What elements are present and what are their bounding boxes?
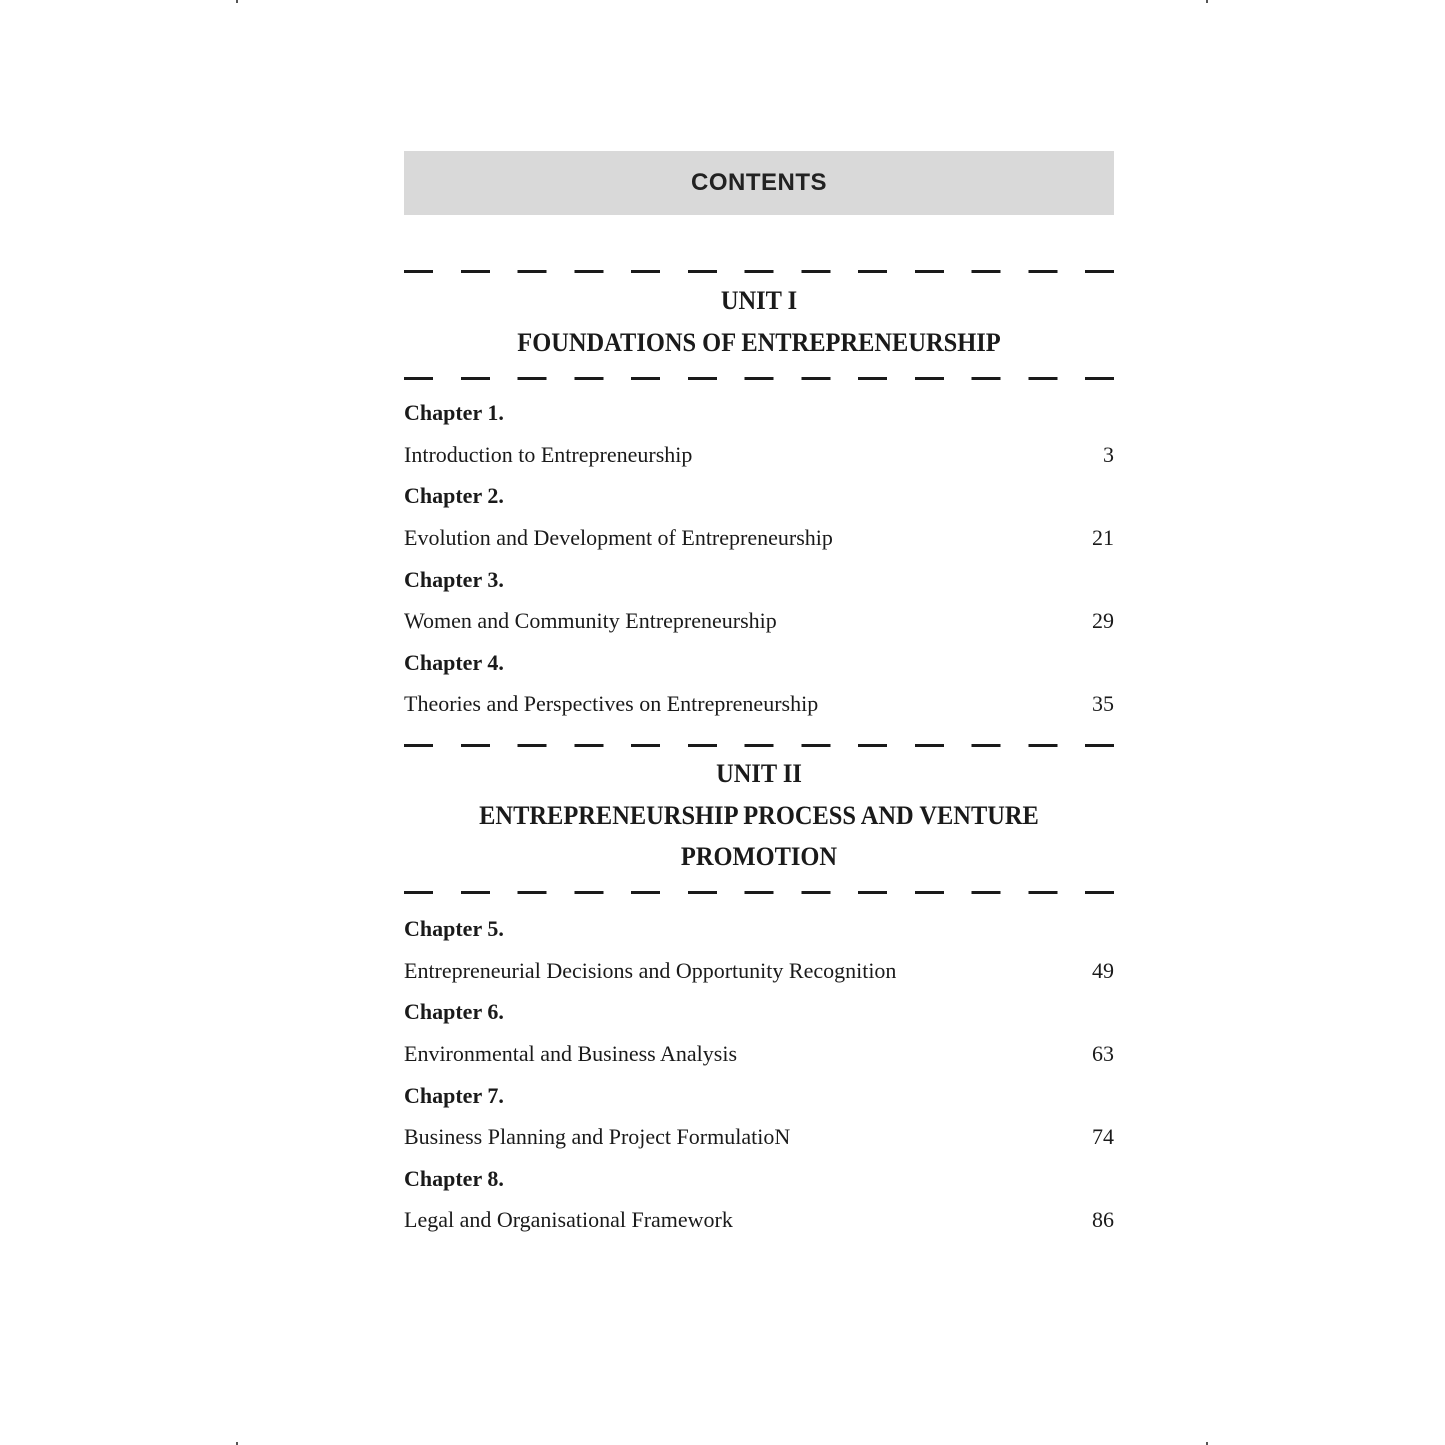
- chapter-label: Chapter 6.: [404, 999, 504, 1024]
- chapter-title: Women and Community Entrepreneurship: [404, 608, 777, 633]
- toc-entry[interactable]: [404, 608, 1114, 634]
- dashed-divider: [404, 270, 1114, 273]
- contents-header: [404, 151, 1114, 215]
- toc-entry[interactable]: [404, 1207, 1114, 1233]
- unit-title: ENTREPRENEURSHIP PROCESS AND VENTURE: [479, 801, 1039, 830]
- dashed-divider: [404, 891, 1114, 894]
- page-title: CONTENTS: [691, 169, 827, 196]
- toc-entry[interactable]: [404, 525, 1114, 551]
- crop-mark-top-right: [1206, 0, 1208, 3]
- chapter-label: Chapter 3.: [404, 567, 504, 592]
- unit-title: FOUNDATIONS OF ENTREPRENEURSHIP: [517, 328, 1001, 357]
- page-number: 29: [1092, 608, 1114, 633]
- dashed-divider: [404, 744, 1114, 747]
- unit-title-continued: PROMOTION: [680, 842, 838, 871]
- unit-label: UNIT II: [716, 759, 802, 788]
- page-number: 3: [1103, 442, 1114, 467]
- unit-label: UNIT I: [720, 286, 798, 315]
- page-number: 63: [1092, 1041, 1114, 1066]
- chapter-title: Environmental and Business Analysis: [404, 1041, 738, 1066]
- toc-entry[interactable]: [404, 442, 1114, 468]
- page-number: 35: [1092, 691, 1114, 716]
- chapter-label: Chapter 2.: [404, 483, 504, 508]
- chapter-title: Introduction to Entrepreneurship: [404, 442, 693, 467]
- crop-mark-top-left: [236, 0, 238, 3]
- chapter-label: Chapter 8.: [404, 1166, 504, 1191]
- page-number: 49: [1092, 958, 1114, 983]
- chapter-label: Chapter 7.: [404, 1083, 504, 1108]
- chapter-title: Business Planning and Project FormulatioN: [404, 1124, 791, 1149]
- chapter-label: Chapter 1.: [404, 400, 504, 425]
- chapter-title: Legal and Organisational Framework: [404, 1207, 733, 1232]
- dashed-divider: [404, 377, 1114, 380]
- toc-entry[interactable]: [404, 1041, 1114, 1067]
- page-number: 74: [1092, 1124, 1114, 1149]
- toc-entry[interactable]: [404, 691, 1114, 717]
- chapter-label: Chapter 4.: [404, 650, 504, 675]
- toc-entry[interactable]: [404, 1124, 1114, 1150]
- toc-entry[interactable]: [404, 958, 1114, 984]
- page-number: 21: [1092, 525, 1114, 550]
- chapter-title: Evolution and Development of Entrepreneurship: [404, 525, 833, 550]
- chapter-label: Chapter 5.: [404, 916, 504, 941]
- chapter-title: Theories and Perspectives on Entrepreneurship: [404, 691, 819, 716]
- page-number: 86: [1092, 1207, 1114, 1232]
- chapter-title: Entrepreneurial Decisions and Opportunity Recognition: [404, 958, 897, 983]
